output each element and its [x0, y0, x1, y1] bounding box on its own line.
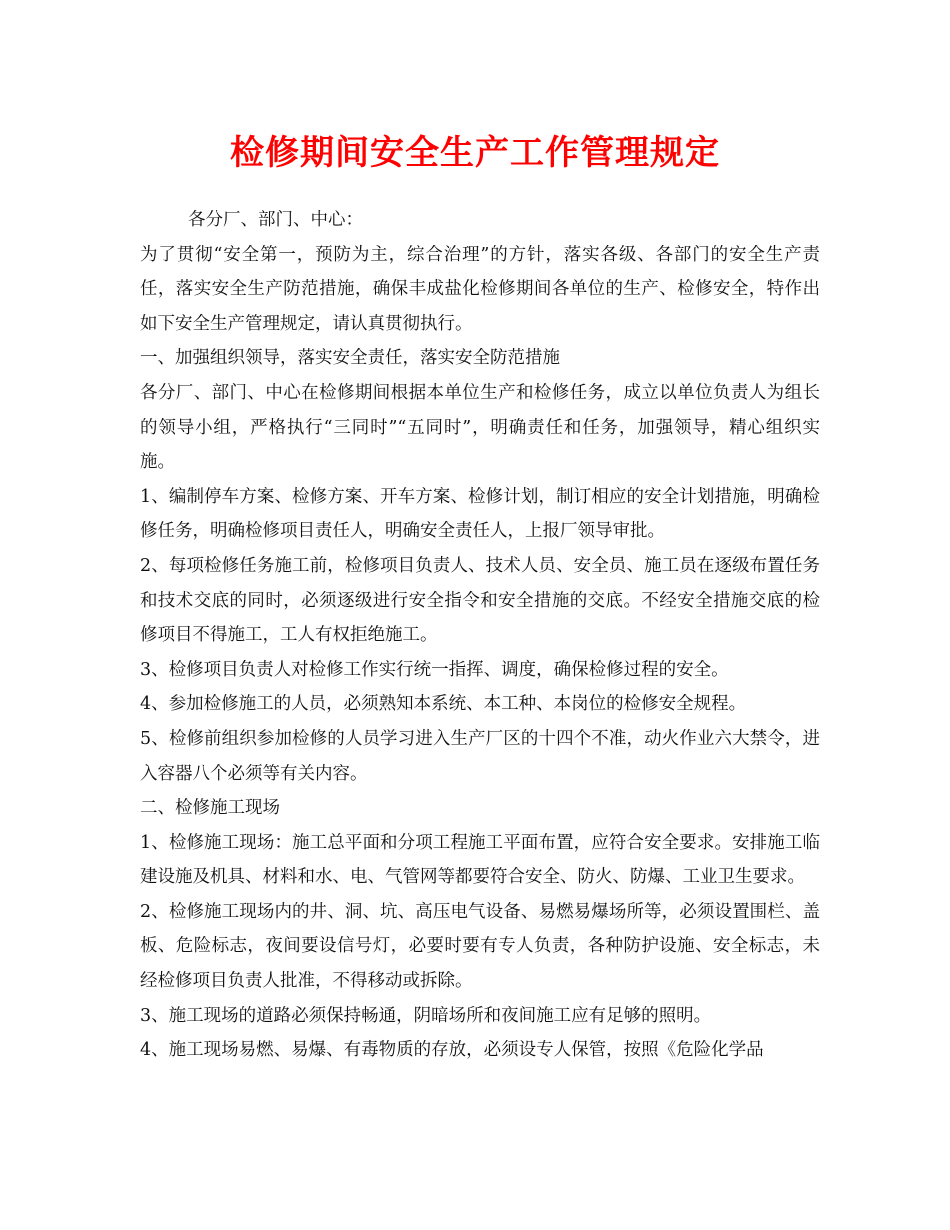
document-body — [140, 203, 820, 1068]
list-item: 1、编制停车方案、检修方案、开车方案、检修计划，制订相应的安全计划措施，明确检修任务，明确检修项目责任人，明确安全责任人，上报厂领导审批。 — [140, 486, 820, 542]
list-item: 3、检修项目负责人对检修工作实行统一指挥、调度，确保检修过程的安全。 — [140, 659, 729, 680]
list-item: 4、施工现场易燃、易爆、有毒物质的存放，必须设专人保管，按照《危险化学品 — [140, 1040, 764, 1061]
section-heading-1: 一、加强组织领导，落实安全责任，落实安全防范措施 — [140, 348, 560, 369]
list-item: 3、施工现场的道路必须保持畅通，阴暗场所和夜间施工应有足够的照明。 — [140, 1005, 712, 1026]
paragraph: 各分厂、部门、中心在检修期间根据本单位生产和检修任务，成立以单位负责人为组长的领导小组，严格执行“三同时”“五同时”，明确责任和任务，加强领导，精心组织实施。 — [140, 382, 820, 473]
section-heading-2: 二、检修施工现场 — [140, 798, 280, 819]
list-item: 2、每项检修任务施工前，检修项目负责人、技术人员、安全员、施工员在逐级布置任务和技术交底的同时，必须逐级进行安全指令和安全措施的交底。不经安全措施交底的检修项目不得施工，工人有权拒绝施工。 — [140, 555, 820, 646]
document-title: 检修期间安全生产工作管理规定 — [230, 133, 720, 173]
paragraph-intro: 为了贯彻“安全第一，预防为主，综合治理”的方针，落实各级、各部门的安全生产责任，落实安全生产防范措施，确保丰成盐化检修期间各单位的生产、检修安全，特作出如下安全生产管理规定，请认真贯彻执行。 — [140, 244, 820, 334]
list-item: 2、检修施工现场内的井、洞、坑、高压电气设备、易燃易爆场所等，必须设置围栏、盖板、危险标志，夜间要设信号灯，必要时要有专人负责，各种防护设施、安全标志，未经检修项目负责人批准，不得移动或拆除。 — [140, 901, 820, 992]
salutation: 各分厂、部门、中心： — [188, 210, 363, 230]
list-item: 4、参加检修施工的人员，必须熟知本系统、本工种、本岗位的检修安全规程。 — [140, 694, 747, 715]
list-item: 1、检修施工现场：施工总平面和分项工程施工平面布置，应符合安全要求。安排施工临建设施及机具、材料和水、电、气管网等都要符合安全、防火、防爆、工业卫生要求。 — [140, 832, 820, 888]
list-item: 5、检修前组织参加检修的人员学习进入生产厂区的十四个不准，动火作业六大禁令，进入容器八个必须等有关内容。 — [140, 728, 820, 784]
